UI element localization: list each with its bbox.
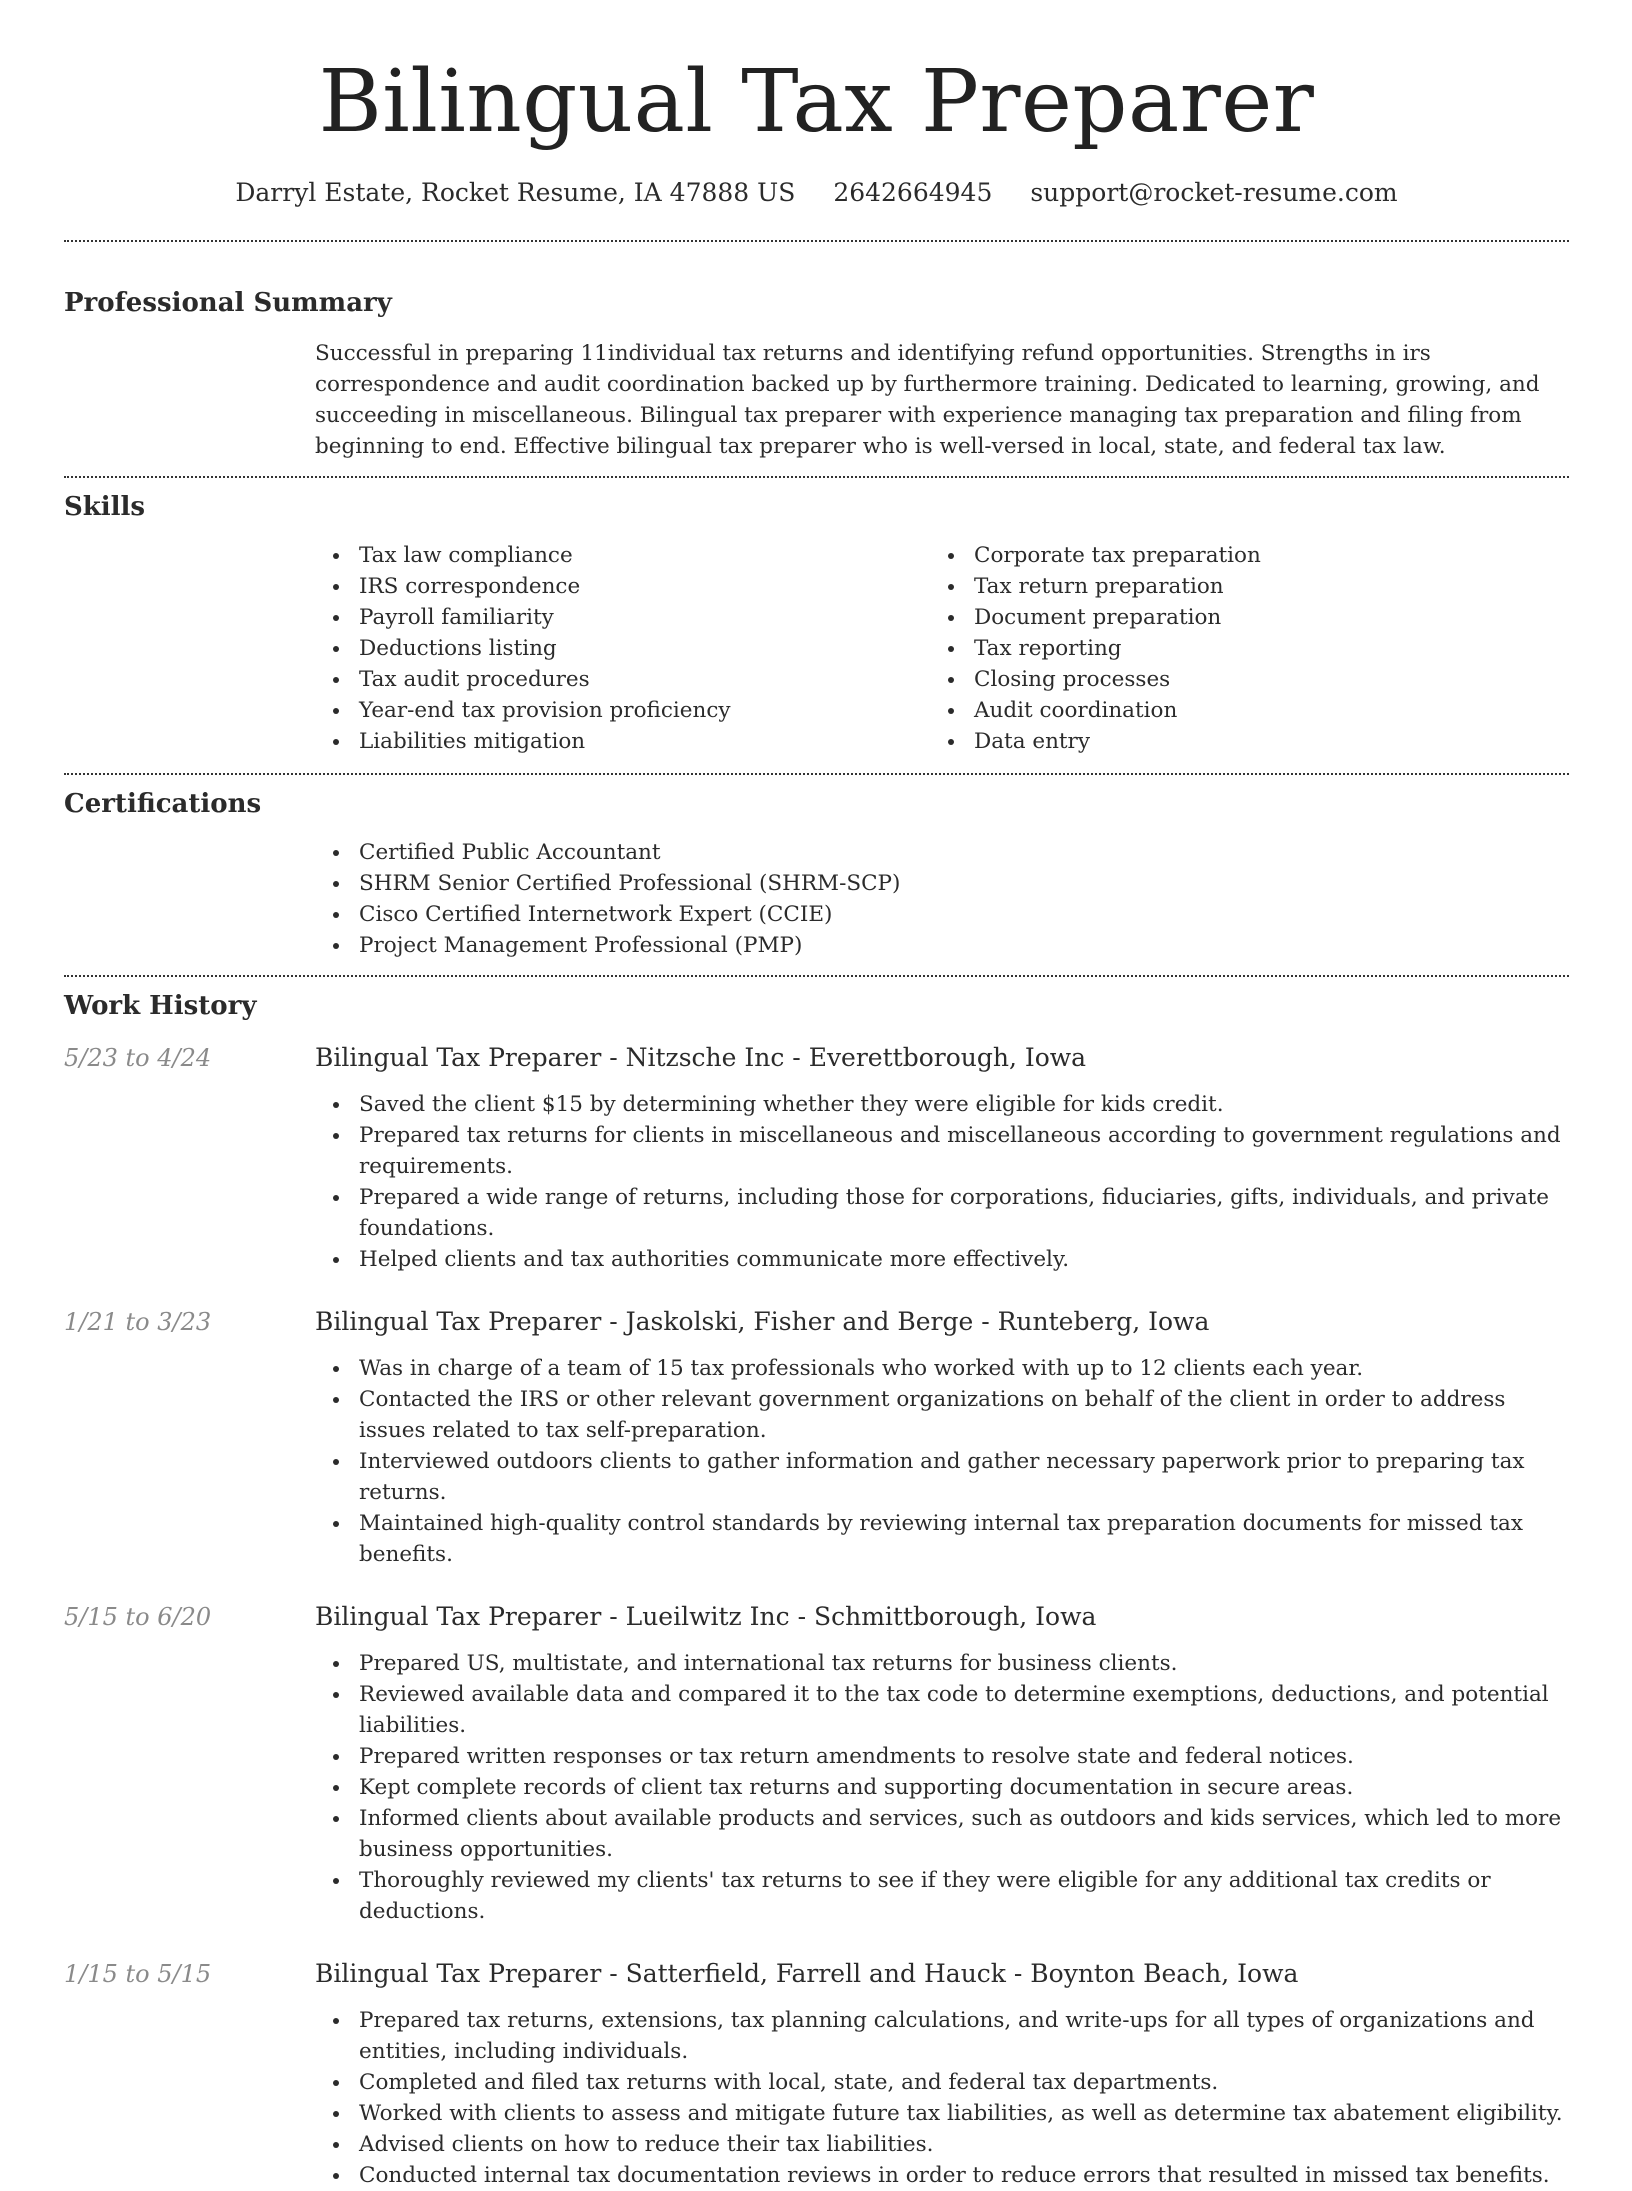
list-item: Prepared tax returns for clients in miscellaneous and miscellaneous according to government regulations and requirements. [315, 1120, 1569, 1182]
list-item: Tax reporting [930, 633, 1545, 664]
list-item: Closing processes [930, 664, 1545, 695]
list-item: Corporate tax preparation [930, 540, 1545, 571]
job-entry [64, 1600, 1569, 1927]
job-entry [64, 1041, 1569, 1275]
list-item: Liabilities mitigation [315, 726, 930, 757]
contact-phone: 2642664945 [833, 178, 993, 207]
job-bullets [315, 1089, 1569, 1275]
list-item: Was in charge of a team of 15 tax professionals who worked with up to 12 clients each year. [315, 1353, 1569, 1384]
list-item: Cisco Certified Internetwork Expert (CCIE) [315, 899, 1569, 930]
list-item: Prepared a wide range of returns, including those for corporations, fiduciaries, gifts, individuals, and private foundations. [315, 1182, 1569, 1244]
list-item: IRS correspondence [315, 571, 930, 602]
list-item: Deductions listing [315, 633, 930, 664]
work-history-section [64, 977, 1569, 2191]
summary-text: Successful in preparing 11individual tax returns and identifying refund opportunities. Strengths in irs correspondence and audit coordination backed up by furthermore training. Dedicated to learning, growing, and succeeding in miscellaneous. Bilingual tax preparer with experience managing tax preparation and filing from beginning to end. Effective bilingual tax preparer who is well-versed in local, state, and federal tax law. [315, 341, 1540, 459]
resume-header [64, 0, 1569, 210]
skills-list-left [315, 540, 930, 757]
skills-heading: Skills [64, 492, 146, 522]
job-date: 5/23 to 4/24 [64, 1044, 212, 1072]
list-item: Kept complete records of client tax returns and supporting documentation in secure areas. [315, 1772, 1569, 1803]
resume-title: Bilingual Tax Preparer [318, 52, 1315, 152]
list-item: Tax law compliance [315, 540, 930, 571]
job-title: Bilingual Tax Preparer - Nitzsche Inc - Everettborough, Iowa [315, 1043, 1087, 1072]
job-bullets [315, 1648, 1569, 1927]
certifications-heading: Certifications [64, 789, 262, 819]
list-item: Certified Public Accountant [315, 837, 1569, 868]
list-item: Advised clients on how to reduce their tax liabilities. [315, 2129, 1569, 2160]
list-item: Document preparation [930, 602, 1545, 633]
list-item: Maintained high-quality control standards by reviewing internal tax preparation documents for missed tax benefits. [315, 1508, 1569, 1570]
list-item: Tax audit procedures [315, 664, 930, 695]
job-date: 5/15 to 6/20 [64, 1603, 212, 1631]
job-title: Bilingual Tax Preparer - Satterfield, Farrell and Hauck - Boynton Beach, Iowa [315, 1959, 1299, 1988]
list-item: Thoroughly reviewed my clients' tax returns to see if they were eligible for any additional tax credits or deductions. [315, 1865, 1569, 1927]
list-item: Saved the client $15 by determining whether they were eligible for kids credit. [315, 1089, 1569, 1120]
job-date: 1/15 to 5/15 [64, 1960, 212, 1988]
list-item: Tax return preparation [930, 571, 1545, 602]
job-entry [64, 1305, 1569, 1570]
list-item: Year-end tax provision proficiency [315, 695, 930, 726]
job-bullets [315, 1353, 1569, 1570]
list-item: Helped clients and tax authorities communicate more effectively. [315, 1244, 1569, 1275]
list-item: Project Management Professional (PMP) [315, 930, 1569, 961]
skills-section [64, 478, 1569, 773]
contact-address: Darryl Estate, Rocket Resume, IA 47888 US [235, 178, 796, 207]
skills-list-right [930, 540, 1545, 757]
work-history-heading: Work History [64, 991, 257, 1021]
contact-line [64, 176, 1569, 210]
job-bullets [315, 2005, 1569, 2191]
list-item: Interviewed outdoors clients to gather information and gather necessary paperwork prior to preparing tax returns. [315, 1446, 1569, 1508]
list-item: Reviewed available data and compared it to the tax code to determine exemptions, deductions, and potential liabilities. [315, 1679, 1569, 1741]
list-item: Contacted the IRS or other relevant government organizations on behalf of the client in order to address issues related to tax self-preparation. [315, 1384, 1569, 1446]
list-item: Prepared written responses or tax return amendments to resolve state and federal notices. [315, 1741, 1569, 1772]
list-item: Payroll familiarity [315, 602, 930, 633]
list-item: Worked with clients to assess and mitigate future tax liabilities, as well as determine tax abatement eligibility. [315, 2098, 1569, 2129]
job-list [64, 1041, 1569, 2191]
contact-email: support@rocket-resume.com [1030, 178, 1398, 207]
certifications-section [64, 775, 1569, 975]
summary-section [64, 242, 1569, 476]
list-item: Conducted internal tax documentation reviews in order to reduce errors that resulted in missed tax benefits. [315, 2160, 1569, 2191]
job-entry [64, 1957, 1569, 2191]
list-item: Audit coordination [930, 695, 1545, 726]
list-item: Data entry [930, 726, 1545, 757]
list-item: Prepared tax returns, extensions, tax planning calculations, and write-ups for all types of organizations and entities, including individuals. [315, 2005, 1569, 2067]
certifications-list [315, 837, 1569, 975]
job-title: Bilingual Tax Preparer - Jaskolski, Fisher and Berge - Runteberg, Iowa [315, 1307, 1210, 1336]
job-date: 1/21 to 3/23 [64, 1308, 212, 1336]
list-item: SHRM Senior Certified Professional (SHRM-SCP) [315, 868, 1569, 899]
job-title: Bilingual Tax Preparer - Lueilwitz Inc - Schmittborough, Iowa [315, 1602, 1097, 1631]
summary-heading: Professional Summary [64, 288, 392, 318]
resume-page [64, 0, 1569, 2188]
skills-grid [315, 540, 1569, 773]
list-item: Informed clients about available products and services, such as outdoors and kids services, which led to more business opportunities. [315, 1803, 1569, 1865]
list-item: Prepared US, multistate, and international tax returns for business clients. [315, 1648, 1569, 1679]
list-item: Completed and filed tax returns with local, state, and federal tax departments. [315, 2067, 1569, 2098]
